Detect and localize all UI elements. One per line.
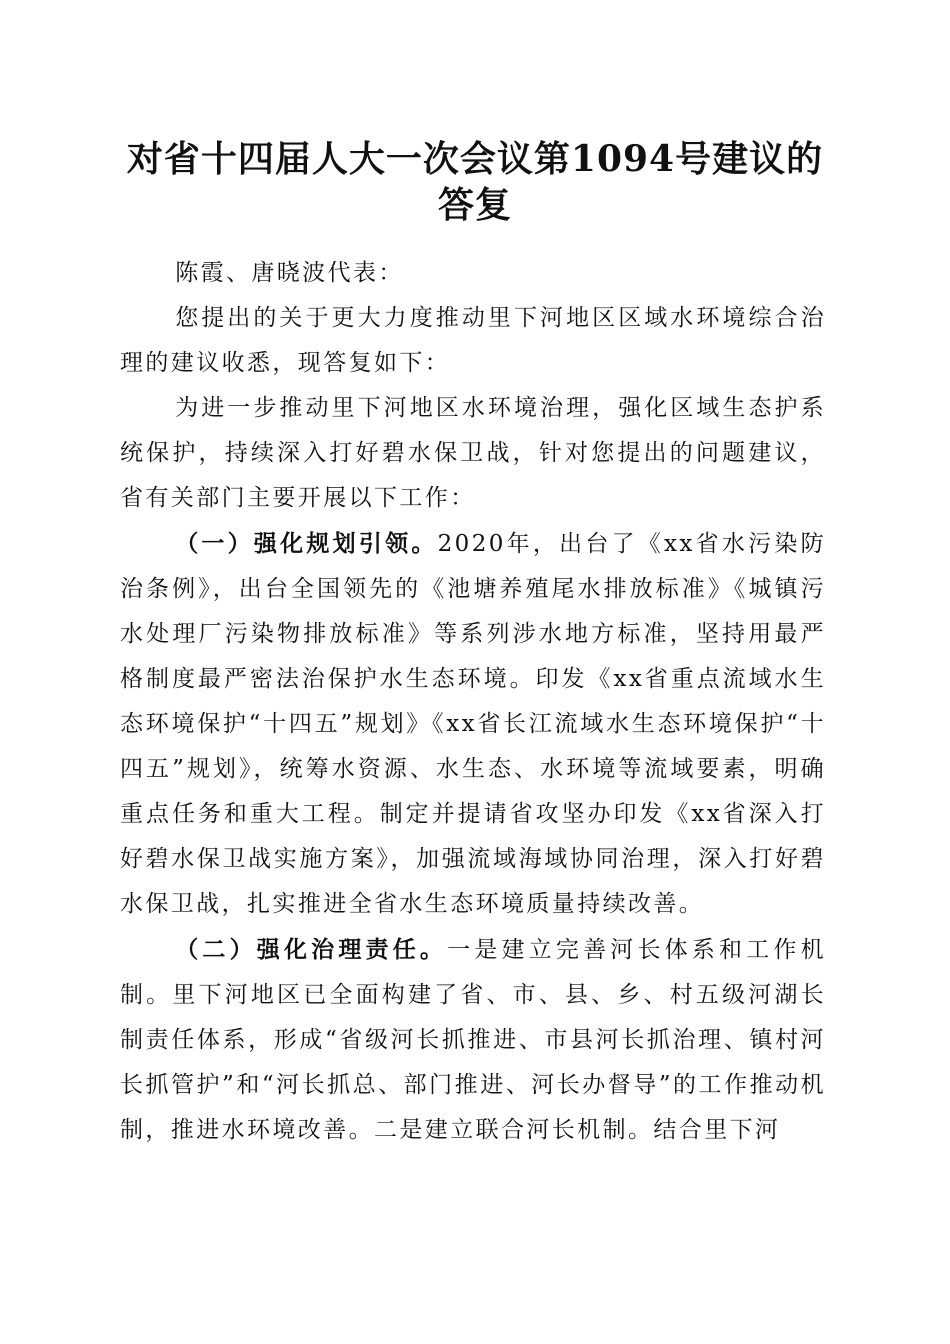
document-title: 对省十四届人大一次会议第1094号建议的答复 xyxy=(126,138,824,226)
section-1-paragraph xyxy=(120,521,826,927)
document-body xyxy=(120,251,826,1153)
salutation: 陈霞、唐晓波代表： xyxy=(175,260,404,286)
section-1-text: 2020年，出台了《xx省水污染防治条例》，出台全国领先的《池塘养殖尾水排放标准》《城镇污水处理厂污染物排放标准》等系列涉水地方标准，坚持用最严格制度最严密法治保护水生态环境。印发《xx省重点流域水生态环境保护“十四五”规划》《xx省长江流域水生态环境保护“十四五”规划》，统筹水资源、水生态、水环境等流域要素，明确重点任务和重大工程。制定并提请省攻坚办印发《xx省深入打好碧水保卫战实施方案》，加强流域海域协同治理，深入打好碧水保卫战，扎实推进全省水生态环境质量持续改善。 xyxy=(120,531,827,917)
overview-paragraph: 为进一步推动里下河地区水环境治理，强化区域生态护系统保护，持续深入打好碧水保卫战，针对您提出的问题建议，省有关部门主要开展以下工作： xyxy=(120,395,826,511)
section-2-heading: （二）强化治理责任。 xyxy=(175,936,448,963)
section-2-paragraph xyxy=(120,927,826,1153)
section-1-heading: （一）强化规划引领。 xyxy=(175,530,438,557)
section-2-text: 一是建立完善河长体系和工作机制。里下河地区已全面构建了省、市、县、乡、村五级河湖长制责任体系，形成“省级河长抓推进、市县河长抓治理、镇村河长抓管护”和“河长抓总、部门推进、河长办督导”的工作推动机制，推进水环境改善。二是建立联合河长机制。结合里下河 xyxy=(120,937,826,1143)
intro-paragraph: 您提出的关于更大力度推动里下河地区区域水环境综合治理的建议收悉，现答复如下： xyxy=(120,305,826,376)
